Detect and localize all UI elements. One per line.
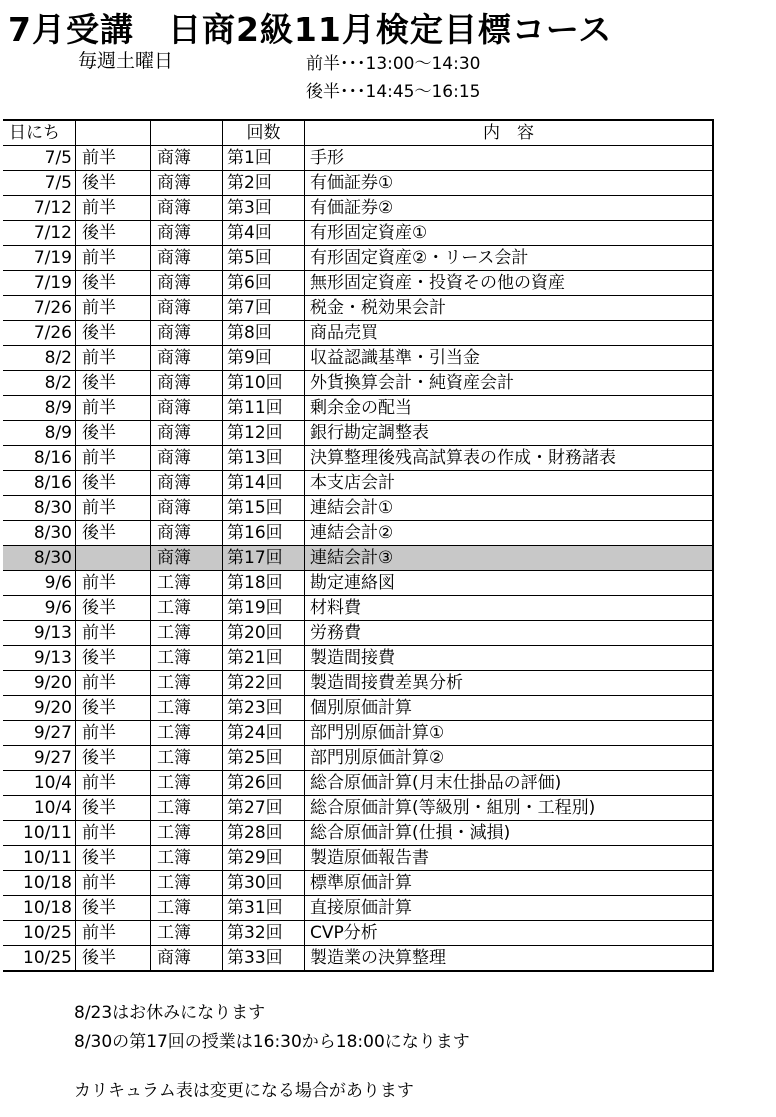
cell-session: 前半: [76, 621, 151, 646]
cell-date: 9/27: [3, 721, 76, 746]
cell-lesson-number: 第26回: [223, 771, 305, 796]
cell-subject: 工簿: [151, 746, 223, 771]
table-row: [3, 596, 713, 621]
cell-session: 前半: [76, 146, 151, 171]
cell-session: 前半: [76, 571, 151, 596]
cell-lesson-number: 第6回: [223, 271, 305, 296]
cell-lesson-number: 第29回: [223, 846, 305, 871]
cell-lesson-number: 第28回: [223, 821, 305, 846]
cell-subject: 商簿: [151, 546, 223, 571]
cell-content: 連結会計①: [305, 496, 714, 521]
cell-content: 商品売買: [305, 321, 714, 346]
table-row: [3, 821, 713, 846]
cell-content: 標準原価計算: [305, 871, 714, 896]
cell-session: 後半: [76, 321, 151, 346]
cell-session: 前半: [76, 446, 151, 471]
cell-content: 部門別原価計算②: [305, 746, 714, 771]
cell-session: 前半: [76, 196, 151, 221]
cell-lesson-number: 第16回: [223, 521, 305, 546]
cell-content: 労務費: [305, 621, 714, 646]
second-half-time: 後半･･･14:45～16:15: [306, 82, 481, 102]
table-row: [3, 271, 713, 296]
cell-lesson-number: 第4回: [223, 221, 305, 246]
cell-lesson-number: 第18回: [223, 571, 305, 596]
cell-date: 7/12: [3, 221, 76, 246]
cell-date: 9/6: [3, 596, 76, 621]
cell-session: 後半: [76, 371, 151, 396]
cell-lesson-number: 第20回: [223, 621, 305, 646]
cell-content: 手形: [305, 146, 714, 171]
table-row: [3, 446, 713, 471]
curriculum-change-note: カリキュラム表は変更になる場合があります: [74, 1081, 414, 1101]
cell-date: 8/9: [3, 396, 76, 421]
table-header-row: [3, 120, 713, 146]
table-row: [3, 371, 713, 396]
cell-date: 8/2: [3, 346, 76, 371]
cell-content: 製造業の決算整理: [305, 946, 714, 972]
cell-session: 後半: [76, 521, 151, 546]
cell-session: 後半: [76, 596, 151, 621]
cell-session: 後半: [76, 421, 151, 446]
table-row: [3, 171, 713, 196]
cell-session: 前半: [76, 721, 151, 746]
cell-session: 前半: [76, 871, 151, 896]
cell-date: 9/13: [3, 621, 76, 646]
cell-content: 有価証券①: [305, 171, 714, 196]
cell-lesson-number: 第14回: [223, 471, 305, 496]
cell-session: 前半: [76, 246, 151, 271]
cell-lesson-number: 第1回: [223, 146, 305, 171]
cell-session: 後半: [76, 171, 151, 196]
cell-lesson-number: 第24回: [223, 721, 305, 746]
cell-content: 連結会計③: [305, 546, 714, 571]
cell-subject: 商簿: [151, 146, 223, 171]
first-half-time: 前半･･･13:00～14:30: [306, 54, 481, 74]
cell-session: 後半: [76, 946, 151, 972]
cell-lesson-number: 第8回: [223, 321, 305, 346]
cell-content: 材料費: [305, 596, 714, 621]
cell-date: 8/2: [3, 371, 76, 396]
cell-content: 製造間接費差異分析: [305, 671, 714, 696]
table-row: [3, 246, 713, 271]
cell-date: 10/11: [3, 821, 76, 846]
cell-date: 10/18: [3, 871, 76, 896]
cell-lesson-number: 第5回: [223, 246, 305, 271]
cell-subject: 工簿: [151, 646, 223, 671]
cell-subject: 工簿: [151, 846, 223, 871]
cell-subject: 商簿: [151, 246, 223, 271]
cell-date: 7/5: [3, 171, 76, 196]
table-row: [3, 396, 713, 421]
holiday-note: 8/23はお休みになります: [74, 1003, 266, 1023]
table-row: [3, 621, 713, 646]
cell-subject: 商簿: [151, 296, 223, 321]
cell-content: 収益認識基準・引当金: [305, 346, 714, 371]
cell-session: 後半: [76, 646, 151, 671]
cell-date: 8/30: [3, 521, 76, 546]
schedule-table: [3, 119, 714, 972]
table-row: [3, 296, 713, 321]
cell-content: 無形固定資産・投資その他の資産: [305, 271, 714, 296]
page-title: 7月受講 日商2級11月検定目標コース: [8, 10, 613, 49]
cell-content: 総合原価計算(月末仕掛品の評価): [305, 771, 714, 796]
cell-subject: 商簿: [151, 171, 223, 196]
cell-date: 9/6: [3, 571, 76, 596]
cell-content: 有価証券②: [305, 196, 714, 221]
cell-session: 後半: [76, 846, 151, 871]
table-row: [3, 196, 713, 221]
cell-content: 製造間接費: [305, 646, 714, 671]
cell-subject: 商簿: [151, 396, 223, 421]
cell-lesson-number: 第10回: [223, 371, 305, 396]
cell-content: 税金・税効果会計: [305, 296, 714, 321]
cell-date: 7/26: [3, 296, 76, 321]
schedule-day-label: 毎週土曜日: [78, 50, 174, 72]
cell-content: 銀行勘定調整表: [305, 421, 714, 446]
cell-session: 前半: [76, 771, 151, 796]
table-row: [3, 946, 713, 972]
table-row: [3, 846, 713, 871]
table-row: [3, 746, 713, 771]
header-session: [76, 120, 151, 146]
table-row: [3, 346, 713, 371]
cell-session: 後半: [76, 796, 151, 821]
cell-lesson-number: 第12回: [223, 421, 305, 446]
cell-date: 8/9: [3, 421, 76, 446]
cell-subject: 商簿: [151, 946, 223, 972]
cell-lesson-number: 第31回: [223, 896, 305, 921]
table-row: [3, 146, 713, 171]
cell-subject: 商簿: [151, 446, 223, 471]
cell-date: 10/4: [3, 771, 76, 796]
cell-subject: 工簿: [151, 796, 223, 821]
cell-session: 前半: [76, 821, 151, 846]
cell-lesson-number: 第11回: [223, 396, 305, 421]
cell-content: 連結会計②: [305, 521, 714, 546]
cell-subject: 商簿: [151, 421, 223, 446]
cell-session: 後半: [76, 746, 151, 771]
cell-content: 総合原価計算(等級別・組別・工程別): [305, 796, 714, 821]
cell-subject: 商簿: [151, 496, 223, 521]
cell-subject: 商簿: [151, 321, 223, 346]
cell-date: 7/26: [3, 321, 76, 346]
header-lesson-number: 回数: [223, 120, 305, 146]
table-row: [3, 671, 713, 696]
cell-subject: 商簿: [151, 346, 223, 371]
cell-lesson-number: 第13回: [223, 446, 305, 471]
cell-lesson-number: 第25回: [223, 746, 305, 771]
table-row: [3, 721, 713, 746]
table-row: [3, 421, 713, 446]
cell-content: 製造原価報告書: [305, 846, 714, 871]
cell-content: 個別原価計算: [305, 696, 714, 721]
table-row: [3, 871, 713, 896]
cell-subject: 商簿: [151, 221, 223, 246]
cell-session: 後半: [76, 696, 151, 721]
cell-content: CVP分析: [305, 921, 714, 946]
cell-lesson-number: 第19回: [223, 596, 305, 621]
cell-date: 10/18: [3, 896, 76, 921]
table-row: [3, 571, 713, 596]
cell-date: 8/16: [3, 446, 76, 471]
cell-lesson-number: 第30回: [223, 871, 305, 896]
cell-date: 8/16: [3, 471, 76, 496]
table-row: [3, 896, 713, 921]
cell-session: 前半: [76, 671, 151, 696]
cell-session: 前半: [76, 921, 151, 946]
cell-date: 8/30: [3, 496, 76, 521]
cell-content: 外貨換算会計・純資産会計: [305, 371, 714, 396]
cell-date: 7/5: [3, 146, 76, 171]
cell-session: 後半: [76, 471, 151, 496]
cell-date: 10/25: [3, 946, 76, 972]
cell-subject: 工簿: [151, 671, 223, 696]
cell-content: 本支店会計: [305, 471, 714, 496]
cell-session: 後半: [76, 896, 151, 921]
cell-date: 10/11: [3, 846, 76, 871]
cell-subject: 工簿: [151, 821, 223, 846]
cell-date: 9/13: [3, 646, 76, 671]
cell-content: 総合原価計算(仕損・減損): [305, 821, 714, 846]
cell-session: 前半: [76, 296, 151, 321]
cell-session: 後半: [76, 271, 151, 296]
header-content: 内 容: [305, 120, 714, 146]
cell-lesson-number: 第32回: [223, 921, 305, 946]
cell-lesson-number: 第7回: [223, 296, 305, 321]
table-row: [3, 796, 713, 821]
cell-subject: 工簿: [151, 696, 223, 721]
cell-date: 10/25: [3, 921, 76, 946]
cell-lesson-number: 第15回: [223, 496, 305, 521]
cell-session: 前半: [76, 346, 151, 371]
cell-session: [76, 546, 151, 571]
cell-subject: 商簿: [151, 271, 223, 296]
cell-session: 前半: [76, 396, 151, 421]
table-row: [3, 771, 713, 796]
cell-lesson-number: 第9回: [223, 346, 305, 371]
cell-date: 8/30: [3, 546, 76, 571]
cell-subject: 工簿: [151, 721, 223, 746]
cell-subject: 工簿: [151, 871, 223, 896]
cell-subject: 商簿: [151, 371, 223, 396]
cell-lesson-number: 第21回: [223, 646, 305, 671]
cell-date: 7/12: [3, 196, 76, 221]
cell-content: 決算整理後残高試算表の作成・財務諸表: [305, 446, 714, 471]
cell-subject: 工簿: [151, 621, 223, 646]
cell-lesson-number: 第23回: [223, 696, 305, 721]
cell-subject: 商簿: [151, 471, 223, 496]
table-row: [3, 696, 713, 721]
cell-session: 後半: [76, 221, 151, 246]
cell-date: 10/4: [3, 796, 76, 821]
cell-subject: 工簿: [151, 771, 223, 796]
table-row: [3, 546, 713, 571]
table-row: [3, 646, 713, 671]
table-row: [3, 921, 713, 946]
cell-date: 9/27: [3, 746, 76, 771]
cell-content: 有形固定資産②・リース会計: [305, 246, 714, 271]
cell-lesson-number: 第33回: [223, 946, 305, 972]
cell-subject: 工簿: [151, 571, 223, 596]
header-date: 日にち: [3, 120, 76, 146]
table-row: [3, 321, 713, 346]
cell-content: 直接原価計算: [305, 896, 714, 921]
cell-date: 7/19: [3, 246, 76, 271]
table-row: [3, 521, 713, 546]
time-change-note: 8/30の第17回の授業は16:30から18:00になります: [74, 1032, 470, 1052]
cell-date: 9/20: [3, 671, 76, 696]
cell-lesson-number: 第17回: [223, 546, 305, 571]
table-row: [3, 496, 713, 521]
table-row: [3, 221, 713, 246]
cell-session: 前半: [76, 496, 151, 521]
table-row: [3, 471, 713, 496]
cell-subject: 工簿: [151, 921, 223, 946]
cell-content: 有形固定資産①: [305, 221, 714, 246]
cell-lesson-number: 第27回: [223, 796, 305, 821]
cell-subject: 商簿: [151, 196, 223, 221]
cell-lesson-number: 第3回: [223, 196, 305, 221]
cell-content: 勘定連絡図: [305, 571, 714, 596]
cell-lesson-number: 第2回: [223, 171, 305, 196]
cell-date: 9/20: [3, 696, 76, 721]
header-subject: [151, 120, 223, 146]
cell-subject: 工簿: [151, 896, 223, 921]
cell-date: 7/19: [3, 271, 76, 296]
cell-subject: 工簿: [151, 596, 223, 621]
cell-lesson-number: 第22回: [223, 671, 305, 696]
cell-subject: 商簿: [151, 521, 223, 546]
cell-content: 部門別原価計算①: [305, 721, 714, 746]
cell-content: 剰余金の配当: [305, 396, 714, 421]
